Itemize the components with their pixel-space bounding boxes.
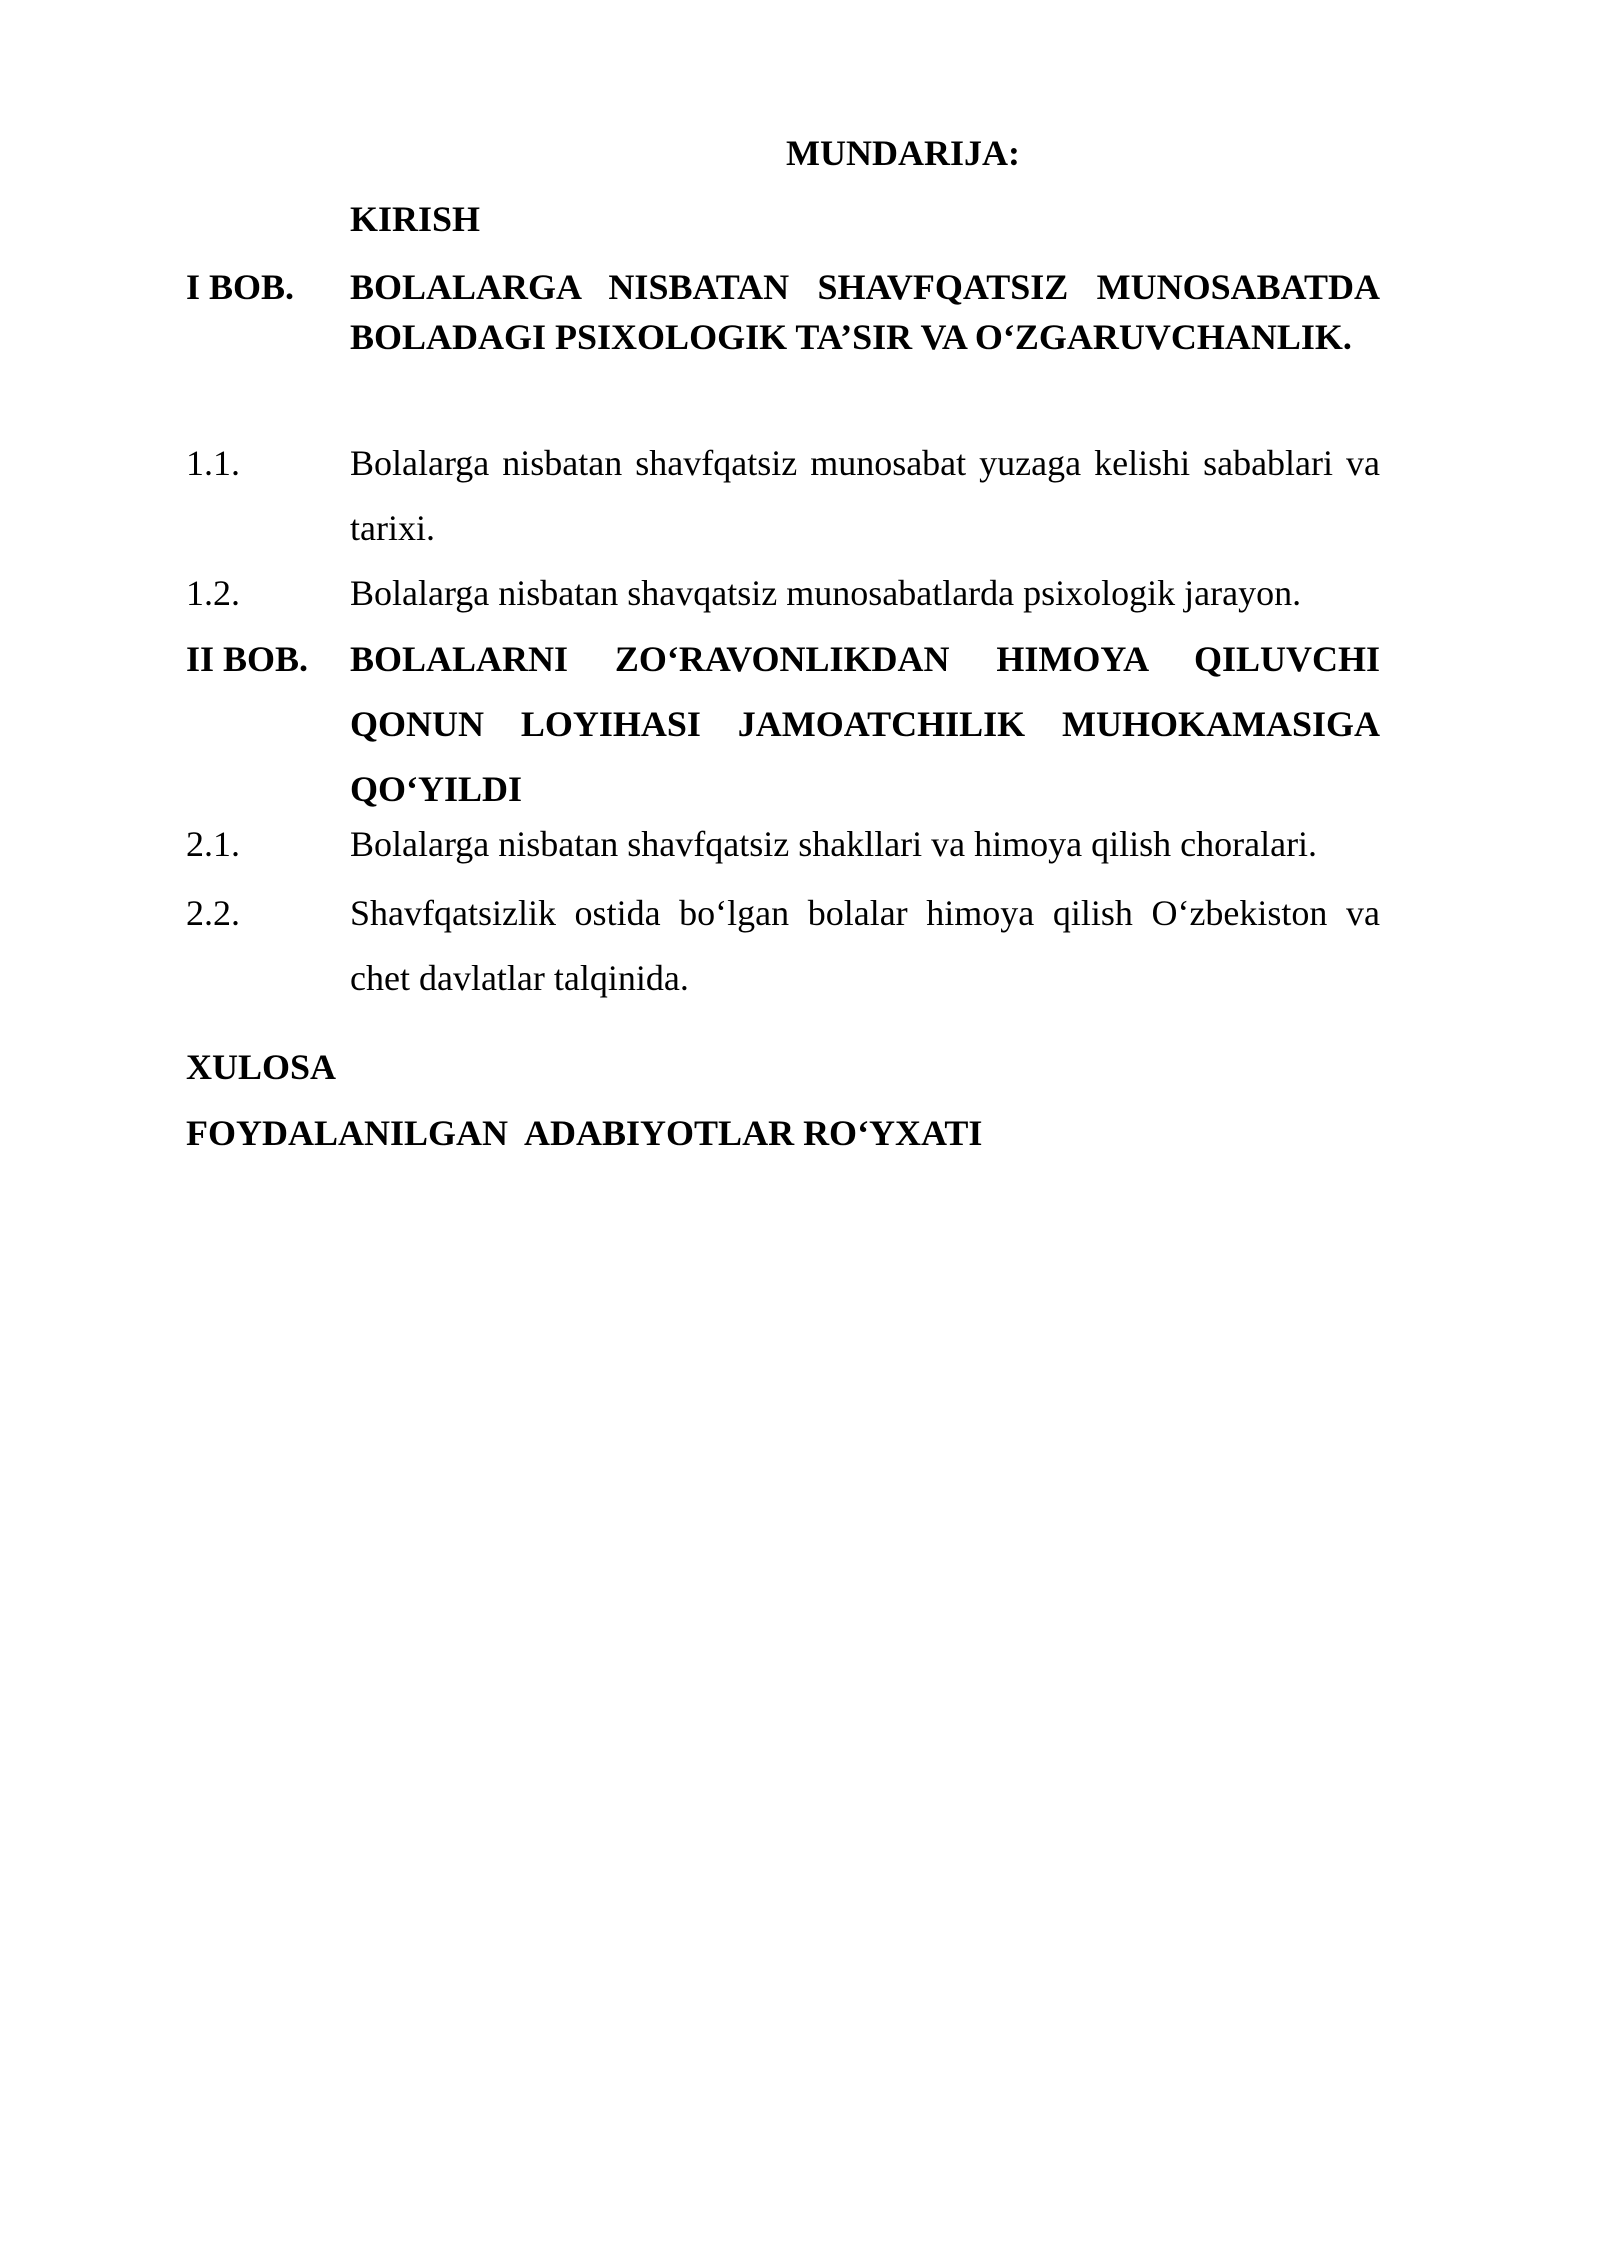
section-2-1-number: 2.1.	[186, 824, 240, 864]
chapter-2-title: BOLALARNI ZO‘RAVONLIKDAN HIMOYA QILUVCHI QONUN LOYIHASI JAMOATCHILIK MUHOKAMASIGA QO‘YILDI	[350, 639, 1380, 809]
toc-intro: KIRISH	[350, 199, 481, 239]
chapter-1-number: I BOB.	[186, 267, 295, 307]
chapter-2-number: II BOB.	[186, 639, 309, 679]
section-2-1-title: Bolalarga nisbatan shavfqatsiz shakllari va himoya qilish choralari.	[350, 824, 1318, 864]
section-1-2-number: 1.2.	[186, 573, 240, 613]
chapter-1-title: BOLALARGA NISBATAN SHAVFQATSIZ MUNOSABATDA BOLADAGI PSIXOLOGIK TA’SIR VA O‘ZGARUVCHANLIK.	[350, 267, 1380, 357]
toc-title: MUNDARIJA:	[786, 133, 1020, 173]
section-1-1-number: 1.1.	[186, 443, 240, 483]
section-1-2-title: Bolalarga nisbatan shavqatsiz munosabatlarda psixologik jarayon.	[350, 573, 1302, 613]
section-2-2-title: Shavfqatsizlik ostida bo‘lgan bolalar himoya qilish O‘zbekiston va chet davlatlar talqinida.	[350, 893, 1380, 998]
toc-conclusion: XULOSA	[186, 1047, 337, 1087]
section-1-1-title: Bolalarga nisbatan shavfqatsiz munosabat yuzaga kelishi sabablari va tarixi.	[350, 443, 1380, 548]
section-2-2-number: 2.2.	[186, 893, 240, 933]
toc-references: FOYDALANILGAN ADABIYOTLAR RO‘YXATI	[186, 1113, 983, 1153]
